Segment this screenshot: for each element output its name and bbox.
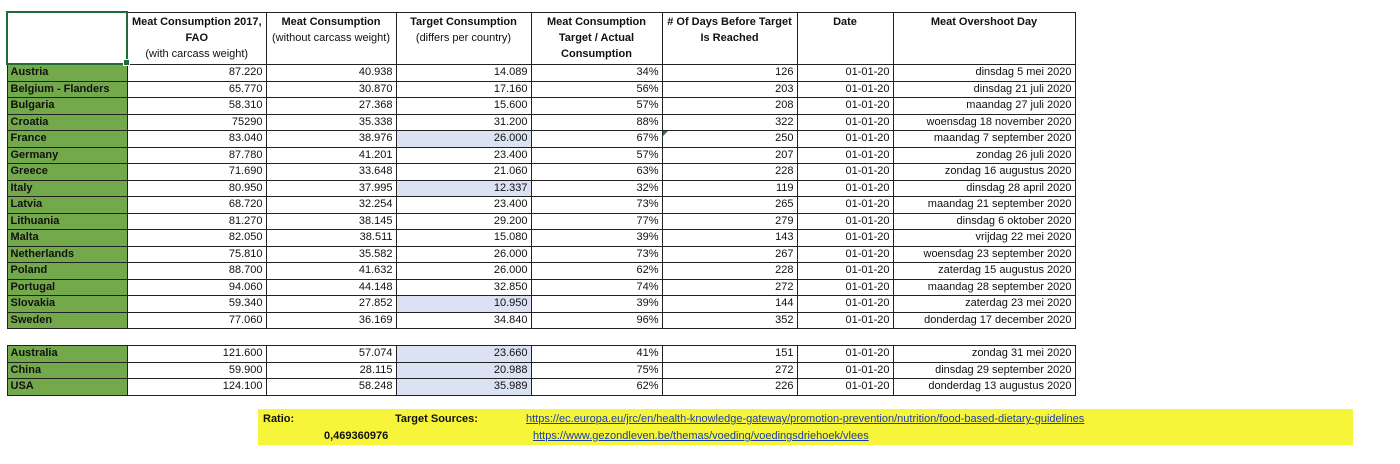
cell-target[interactable]: 15.080 xyxy=(396,230,531,247)
cell-country[interactable]: Sweden xyxy=(7,312,127,329)
source-link-gezondleven[interactable]: https://www.gezondleven.be/themas/voeding/voedingsdriehoek/vlees xyxy=(533,430,869,442)
sources-label: Target Sources: xyxy=(395,413,478,425)
cell-fao[interactable]: 88.700 xyxy=(127,263,266,280)
cell-without[interactable]: 44.148 xyxy=(266,279,396,296)
ratio-label: Ratio: xyxy=(263,413,295,425)
cell-ratio[interactable]: 74% xyxy=(531,279,662,296)
cell-date[interactable]: 01-01-20 xyxy=(797,213,893,230)
cell-ratio[interactable]: 39% xyxy=(531,296,662,313)
cell-date[interactable]: 01-01-20 xyxy=(797,312,893,329)
cell-days[interactable]: 203 xyxy=(662,81,797,98)
cell-target[interactable]: 34.840 xyxy=(396,312,531,329)
cell-date[interactable]: 01-01-20 xyxy=(797,362,893,379)
cell-ratio[interactable]: 62% xyxy=(531,263,662,280)
table-row xyxy=(7,379,1075,396)
cell-ratio[interactable]: 88% xyxy=(531,114,662,131)
cell-overshoot[interactable]: dinsdag 28 april 2020 xyxy=(893,180,1075,197)
cell-ratio[interactable]: 32% xyxy=(531,180,662,197)
cell-fao[interactable]: 80.950 xyxy=(127,180,266,197)
cell-days[interactable]: 228 xyxy=(662,164,797,181)
cell-fao[interactable]: 94.060 xyxy=(127,279,266,296)
cell-without[interactable]: 35.338 xyxy=(266,114,396,131)
cell-country[interactable]: Austria xyxy=(7,64,127,81)
cell-days[interactable]: 144 xyxy=(662,296,797,313)
table-row xyxy=(7,312,1075,329)
cell-date[interactable]: 01-01-20 xyxy=(797,131,893,148)
cell-overshoot[interactable]: zondag 16 augustus 2020 xyxy=(893,164,1075,181)
cell-fao[interactable]: 83.040 xyxy=(127,131,266,148)
cell-days[interactable]: 226 xyxy=(662,379,797,396)
cell-days[interactable]: 126 xyxy=(662,64,797,81)
cell-ratio[interactable]: 75% xyxy=(531,362,662,379)
cell-days[interactable]: 250 xyxy=(662,131,797,148)
cell-overshoot[interactable]: maandag 27 juli 2020 xyxy=(893,98,1075,115)
cell-overshoot[interactable]: zaterdag 15 augustus 2020 xyxy=(893,263,1075,280)
cell-target[interactable]: 10.950 xyxy=(396,296,531,313)
header-date[interactable]: Date xyxy=(797,12,893,64)
cell-ratio[interactable]: 77% xyxy=(531,213,662,230)
table-row xyxy=(7,230,1075,247)
cell-days[interactable]: 322 xyxy=(662,114,797,131)
cell-country[interactable]: Slovakia xyxy=(7,296,127,313)
cell-target[interactable]: 26.000 xyxy=(396,131,531,148)
cell-without[interactable]: 38.976 xyxy=(266,131,396,148)
cell-overshoot[interactable]: donderdag 17 december 2020 xyxy=(893,312,1075,329)
cell-country[interactable]: Greece xyxy=(7,164,127,181)
table-row xyxy=(7,180,1075,197)
cell-date[interactable]: 01-01-20 xyxy=(797,114,893,131)
cell-country[interactable]: Poland xyxy=(7,263,127,280)
cell-fao[interactable]: 75290 xyxy=(127,114,266,131)
cell-fao[interactable]: 58.310 xyxy=(127,98,266,115)
cell-target[interactable]: 26.000 xyxy=(396,263,531,280)
cell-country[interactable]: Malta xyxy=(7,230,127,247)
cell-overshoot[interactable]: maandag 7 september 2020 xyxy=(893,131,1075,148)
cell-without[interactable]: 30.870 xyxy=(266,81,396,98)
cell-days[interactable]: 143 xyxy=(662,230,797,247)
cell-date[interactable]: 01-01-20 xyxy=(797,98,893,115)
cell-days[interactable]: 207 xyxy=(662,147,797,164)
cell-target[interactable]: 35.989 xyxy=(396,379,531,396)
cell-without[interactable]: 36.169 xyxy=(266,312,396,329)
cell-target[interactable]: 26.000 xyxy=(396,246,531,263)
eu-rows xyxy=(7,64,1075,329)
table-row xyxy=(7,114,1075,131)
cell-country[interactable]: Latvia xyxy=(7,197,127,214)
cell-country[interactable]: Netherlands xyxy=(7,246,127,263)
cell-date[interactable]: 01-01-20 xyxy=(797,147,893,164)
cell-country[interactable]: China xyxy=(7,362,127,379)
cell-target[interactable]: 17.160 xyxy=(396,81,531,98)
cell-fao[interactable]: 81.270 xyxy=(127,213,266,230)
cell-ratio[interactable]: 73% xyxy=(531,246,662,263)
cell-target[interactable]: 31.200 xyxy=(396,114,531,131)
cell-country[interactable]: Portugal xyxy=(7,279,127,296)
cell-country[interactable]: Bulgaria xyxy=(7,98,127,115)
cell-overshoot[interactable]: donderdag 13 augustus 2020 xyxy=(893,379,1075,396)
cell-fao[interactable]: 68.720 xyxy=(127,197,266,214)
cell-country[interactable]: Croatia xyxy=(7,114,127,131)
cell-date[interactable]: 01-01-20 xyxy=(797,346,893,363)
cell-date[interactable]: 01-01-20 xyxy=(797,246,893,263)
table-row xyxy=(7,164,1075,181)
cell-without[interactable]: 40.938 xyxy=(266,64,396,81)
cell-without[interactable]: 37.995 xyxy=(266,180,396,197)
header-target[interactable]: Target Consumption (differs per country) xyxy=(396,12,531,64)
cell-without[interactable]: 27.852 xyxy=(266,296,396,313)
cell-overshoot[interactable]: zondag 31 mei 2020 xyxy=(893,346,1075,363)
table-row xyxy=(7,279,1075,296)
cell-country[interactable]: Germany xyxy=(7,147,127,164)
table-row xyxy=(7,263,1075,280)
cell-fao[interactable]: 75.810 xyxy=(127,246,266,263)
table-row xyxy=(7,98,1075,115)
cell-country[interactable]: Italy xyxy=(7,180,127,197)
cell-target[interactable]: 23.400 xyxy=(396,197,531,214)
cell-fao[interactable]: 124.100 xyxy=(127,379,266,396)
cell-target[interactable]: 32.850 xyxy=(396,279,531,296)
cell-date[interactable]: 01-01-20 xyxy=(797,296,893,313)
cell-without[interactable]: 38.145 xyxy=(266,213,396,230)
cell-ratio[interactable]: 34% xyxy=(531,64,662,81)
cell-overshoot[interactable]: dinsdag 29 september 2020 xyxy=(893,362,1075,379)
cell-country[interactable]: Lithuania xyxy=(7,213,127,230)
header-days[interactable]: # Of Days Before Target Is Reached xyxy=(662,12,797,64)
cell-date[interactable]: 01-01-20 xyxy=(797,180,893,197)
cell-date[interactable]: 01-01-20 xyxy=(797,279,893,296)
cell-fao[interactable]: 82.050 xyxy=(127,230,266,247)
cell-without[interactable]: 33.648 xyxy=(266,164,396,181)
table-row xyxy=(7,213,1075,230)
spreadsheet-table xyxy=(6,11,1076,396)
cell-overshoot[interactable]: woensdag 23 september 2020 xyxy=(893,246,1075,263)
cell-days[interactable]: 352 xyxy=(662,312,797,329)
cell-overshoot[interactable]: vrijdag 22 mei 2020 xyxy=(893,230,1075,247)
cell-ratio[interactable]: 39% xyxy=(531,230,662,247)
cell-date[interactable]: 01-01-20 xyxy=(797,263,893,280)
cell-without[interactable]: 38.511 xyxy=(266,230,396,247)
cell-days[interactable]: 265 xyxy=(662,197,797,214)
cell-country[interactable]: USA xyxy=(7,379,127,396)
cell-ratio[interactable]: 41% xyxy=(531,346,662,363)
selected-cell[interactable] xyxy=(7,12,127,64)
cell-overshoot[interactable]: maandag 28 september 2020 xyxy=(893,279,1075,296)
header-row xyxy=(7,12,1075,64)
cell-without[interactable]: 28.115 xyxy=(266,362,396,379)
cell-ratio[interactable]: 63% xyxy=(531,164,662,181)
table-row xyxy=(7,362,1075,379)
cell-overshoot[interactable]: dinsdag 21 juli 2020 xyxy=(893,81,1075,98)
cell-ratio[interactable]: 57% xyxy=(531,98,662,115)
cell-overshoot[interactable]: dinsdag 5 mei 2020 xyxy=(893,64,1075,81)
cell-date[interactable]: 01-01-20 xyxy=(797,197,893,214)
cell-fao[interactable]: 59.340 xyxy=(127,296,266,313)
cell-days[interactable]: 151 xyxy=(662,346,797,363)
cell-date[interactable]: 01-01-20 xyxy=(797,81,893,98)
cell-date[interactable]: 01-01-20 xyxy=(797,230,893,247)
cell-without[interactable]: 41.632 xyxy=(266,263,396,280)
table-row xyxy=(7,81,1075,98)
cell-target[interactable]: 29.200 xyxy=(396,213,531,230)
cell-days[interactable]: 272 xyxy=(662,279,797,296)
cell-ratio[interactable]: 56% xyxy=(531,81,662,98)
cell-fao[interactable]: 65.770 xyxy=(127,81,266,98)
cell-overshoot[interactable]: zondag 26 juli 2020 xyxy=(893,147,1075,164)
cell-target[interactable]: 20.988 xyxy=(396,362,531,379)
header-overshoot[interactable]: Meat Overshoot Day xyxy=(893,12,1075,64)
cell-fao[interactable]: 87.220 xyxy=(127,64,266,81)
header-without-carcass[interactable]: Meat Consumption (without carcass weight) xyxy=(266,12,396,64)
cell-without[interactable]: 58.248 xyxy=(266,379,396,396)
cell-target[interactable]: 23.660 xyxy=(396,346,531,363)
table-row xyxy=(7,64,1075,81)
cell-overshoot[interactable]: dinsdag 6 oktober 2020 xyxy=(893,213,1075,230)
cell-days[interactable]: 228 xyxy=(662,263,797,280)
other-rows xyxy=(7,346,1075,396)
cell-overshoot[interactable]: woensdag 18 november 2020 xyxy=(893,114,1075,131)
table-row xyxy=(7,131,1075,148)
cell-fao[interactable]: 77.060 xyxy=(127,312,266,329)
cell-date[interactable]: 01-01-20 xyxy=(797,64,893,81)
cell-fao[interactable]: 59.900 xyxy=(127,362,266,379)
cell-date[interactable]: 01-01-20 xyxy=(797,379,893,396)
cell-days[interactable]: 119 xyxy=(662,180,797,197)
cell-without[interactable]: 32.254 xyxy=(266,197,396,214)
cell-fao[interactable]: 87.780 xyxy=(127,147,266,164)
cell-without[interactable]: 57.074 xyxy=(266,346,396,363)
cell-overshoot[interactable]: zaterdag 23 mei 2020 xyxy=(893,296,1075,313)
cell-ratio[interactable]: 62% xyxy=(531,379,662,396)
table-row xyxy=(7,296,1075,313)
table-row xyxy=(7,346,1075,363)
cell-target[interactable]: 23.400 xyxy=(396,147,531,164)
table-row xyxy=(7,197,1075,214)
cell-ratio[interactable]: 57% xyxy=(531,147,662,164)
cell-target[interactable]: 21.060 xyxy=(396,164,531,181)
cell-days[interactable]: 272 xyxy=(662,362,797,379)
cell-country[interactable]: France xyxy=(7,131,127,148)
table-row xyxy=(7,147,1075,164)
cell-ratio[interactable]: 96% xyxy=(531,312,662,329)
cell-fao[interactable]: 71.690 xyxy=(127,164,266,181)
fill-handle[interactable] xyxy=(123,59,130,66)
cell-target[interactable]: 14.089 xyxy=(396,64,531,81)
cell-days[interactable]: 208 xyxy=(662,98,797,115)
cell-date[interactable]: 01-01-20 xyxy=(797,164,893,181)
cell-without[interactable]: 27.368 xyxy=(266,98,396,115)
header-fao[interactable]: Meat Consumption 2017, FAO (with carcass weight) xyxy=(127,12,266,64)
ratio-value: 0,469360976 xyxy=(324,430,389,442)
spacer xyxy=(7,329,1075,346)
footer-band xyxy=(258,409,1353,445)
cell-target[interactable]: 15.600 xyxy=(396,98,531,115)
cell-target[interactable]: 12.337 xyxy=(396,180,531,197)
cell-days[interactable]: 279 xyxy=(662,213,797,230)
cell-fao[interactable]: 121.600 xyxy=(127,346,266,363)
cell-without[interactable]: 41.201 xyxy=(266,147,396,164)
header-ratio[interactable]: Meat Consumption Target / Actual Consumption xyxy=(531,12,662,64)
cell-without[interactable]: 35.582 xyxy=(266,246,396,263)
cell-ratio[interactable]: 67% xyxy=(531,131,662,148)
cell-country[interactable]: Australia xyxy=(7,346,127,363)
cell-country[interactable]: Belgium - Flanders xyxy=(7,81,127,98)
cell-overshoot[interactable]: maandag 21 september 2020 xyxy=(893,197,1075,214)
table-row xyxy=(7,246,1075,263)
cell-days[interactable]: 267 xyxy=(662,246,797,263)
source-link-ec[interactable]: https://ec.europa.eu/jrc/en/health-knowledge-gateway/promotion-prevention/nutrition/food-based-dietary-guidelines xyxy=(526,413,1085,425)
cell-ratio[interactable]: 73% xyxy=(531,197,662,214)
